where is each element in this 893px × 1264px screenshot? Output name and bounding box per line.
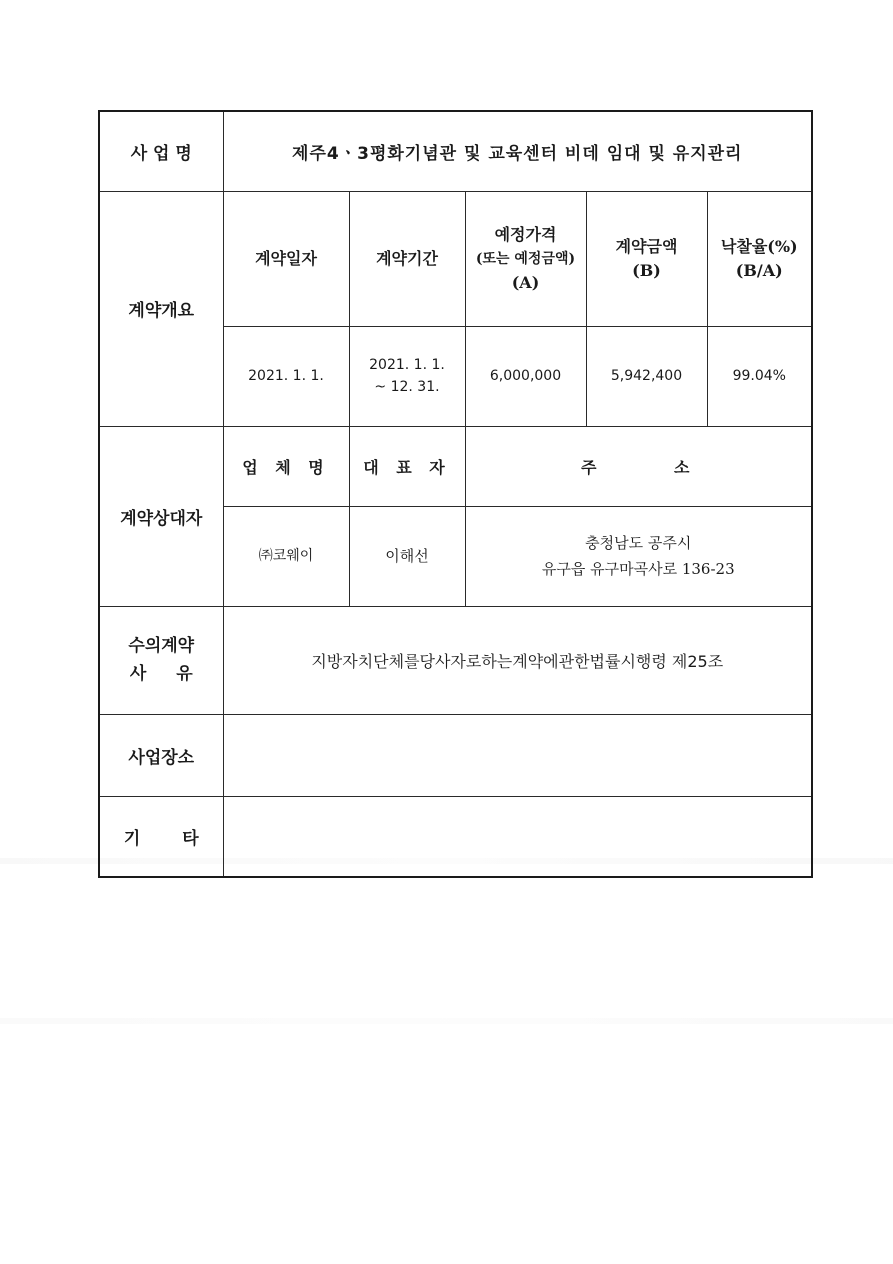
estimate-header-line3: (A) bbox=[511, 272, 540, 292]
scan-artifact bbox=[0, 1018, 893, 1024]
value-representative: 이해선 bbox=[349, 506, 465, 606]
location-label: 사업장소 bbox=[99, 714, 223, 796]
reason-label-line2: 사 유 bbox=[129, 664, 193, 684]
reason-label bbox=[99, 606, 223, 714]
other-label bbox=[99, 796, 223, 877]
counterparty-label: 계약상대자 bbox=[99, 426, 223, 606]
value-estimated-price: 6,000,000 bbox=[465, 326, 586, 426]
contract-info-table bbox=[98, 110, 813, 878]
address-line2: 유구읍 유구마곡사로 136-23 bbox=[541, 560, 735, 578]
project-title: 제주4ㆍ3평화기념관 및 교육센터 비데 임대 및 유지관리 bbox=[223, 111, 812, 191]
period-line1: 2021. 1. 1. bbox=[369, 357, 445, 373]
reason-row bbox=[99, 606, 812, 714]
header-contract-period: 계약기간 bbox=[349, 191, 465, 326]
value-contract-amount: 5,942,400 bbox=[586, 326, 707, 426]
estimate-header-line1: 예정가격 bbox=[494, 224, 557, 244]
value-contract-period bbox=[349, 326, 465, 426]
amount-header-line1: 계약금액 bbox=[615, 236, 678, 256]
reason-label-line1: 수의계약 bbox=[128, 636, 195, 656]
other-label-text: 기 타 bbox=[123, 828, 199, 849]
address-line1: 충청남도 공주시 bbox=[585, 534, 692, 552]
header-address bbox=[465, 426, 812, 506]
project-row bbox=[99, 111, 812, 191]
value-address bbox=[465, 506, 812, 606]
reason-text: 지방자치단체를당사자로하는계약에관한법률시행령 제25조 bbox=[223, 606, 812, 714]
other-value bbox=[223, 796, 812, 877]
other-row bbox=[99, 796, 812, 877]
estimate-header-line2: (또는 예정금액) bbox=[475, 250, 576, 267]
summary-label: 계약개요 bbox=[99, 191, 223, 426]
header-representative: 대 표 자 bbox=[349, 426, 465, 506]
project-label bbox=[99, 111, 223, 191]
header-estimated-price bbox=[465, 191, 586, 326]
header-address-text: 주 소 bbox=[581, 457, 696, 477]
header-contract-amount bbox=[586, 191, 707, 326]
header-company: 업 체 명 bbox=[223, 426, 349, 506]
location-row bbox=[99, 714, 812, 796]
header-award-rate bbox=[707, 191, 812, 326]
location-value bbox=[223, 714, 812, 796]
period-line2: ~ 12. 31. bbox=[374, 379, 440, 395]
value-company: ㈜코웨이 bbox=[223, 506, 349, 606]
summary-header-row bbox=[99, 191, 812, 326]
rate-header-line2: (B/A) bbox=[735, 260, 783, 280]
header-contract-date: 계약일자 bbox=[223, 191, 349, 326]
counterparty-header-row bbox=[99, 426, 812, 506]
amount-header-line2: (B) bbox=[632, 260, 661, 280]
value-award-rate: 99.04% bbox=[707, 326, 812, 426]
rate-header-line1: 낙찰율(%) bbox=[720, 236, 798, 256]
value-contract-date: 2021. 1. 1. bbox=[223, 326, 349, 426]
project-label-text: 사 업 명 bbox=[130, 143, 192, 164]
